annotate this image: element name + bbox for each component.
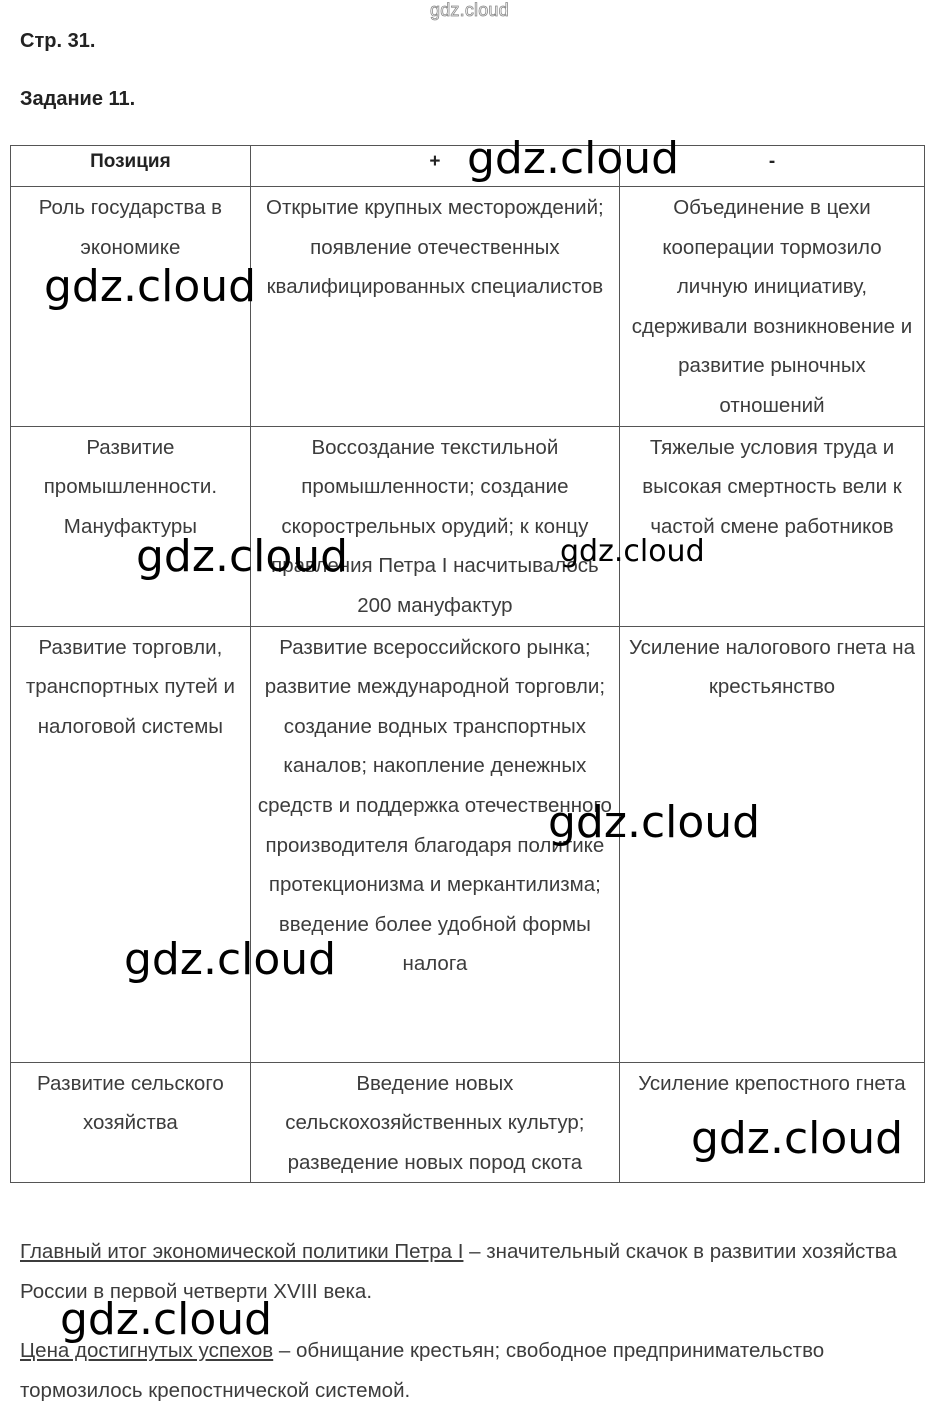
watermark: gdz.cloud: [44, 261, 257, 312]
watermark: gdz.cloud: [467, 133, 680, 184]
watermark: gdz.cloud: [560, 534, 705, 569]
cell-plus: Введение новых сельскохозяйственных культур; разведение новых пород скота: [250, 1062, 619, 1183]
summary-lead: Главный итог экономической политики Петра I: [20, 1240, 464, 1263]
cell-position: Развитие торговли, транспортных путей и налоговой системы: [11, 626, 251, 1062]
header-position: Позиция: [11, 146, 251, 187]
watermark: gdz.cloud: [124, 934, 337, 985]
header-plus: +: [250, 146, 619, 187]
cell-minus: Тяжелые условия труда и высокая смертность вели к частой смене работников: [619, 426, 924, 626]
cell-plus: Открытие крупных месторождений; появление отечественных квалифицированных специалистов: [250, 187, 619, 427]
watermark-top: gdz.cloud: [430, 0, 509, 20]
cost-lead: Цена достигнутых успехов: [20, 1339, 274, 1362]
watermark: gdz.cloud: [548, 797, 761, 848]
cell-minus: Усиление налогового гнета на крестьянство: [619, 626, 924, 1062]
header-minus: -: [619, 146, 924, 187]
cell-plus: Развитие всероссийского рынка; развитие международной торговли; создание водных транспортных каналов; накопление денежных средств и поддержка отечественного производителя благодаря политике протекционизма и меркантилизма; введение более удобной формы налога: [250, 626, 619, 1062]
cell-minus: Объединение в цехи кооперации тормозило личную инициативу, сдерживали возникновение и развитие рыночных отношений: [619, 187, 924, 427]
table-row: [11, 626, 925, 1062]
cell-position: Развитие промышленности. Мануфактуры: [11, 426, 251, 626]
cost-text: – обнищание крестьян; свободное предпринимательство тормозилось крепостнической системой.: [20, 1339, 825, 1402]
table-row: [11, 426, 925, 626]
task-title: Задание 11.: [20, 88, 136, 110]
cell-position: Роль государства в экономике: [11, 187, 251, 427]
page-reference: Стр. 31.: [20, 30, 96, 52]
summary-text: – значительный скачок в развитии хозяйства России в первой четверти XVIII века.: [20, 1240, 897, 1303]
cell-minus: Усиление крепостного гнета: [619, 1062, 924, 1183]
watermark: gdz.cloud: [691, 1113, 904, 1164]
watermark: gdz.cloud: [136, 531, 349, 582]
cell-position: Развитие сельского хозяйства: [11, 1062, 251, 1183]
cell-plus: Воссоздание текстильной промышленности; создание скорострельных орудий; к концу правления Петра I насчитывалось 200 мануфактур: [250, 426, 619, 626]
watermark: gdz.cloud: [60, 1294, 273, 1345]
